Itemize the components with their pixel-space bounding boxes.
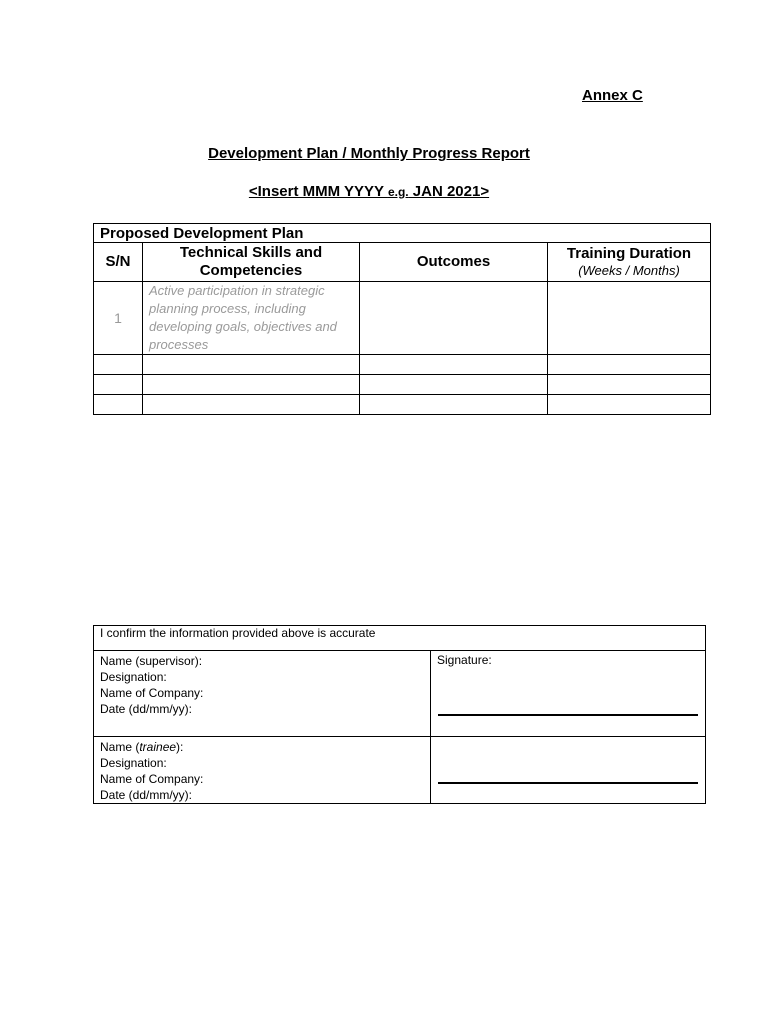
table-caption: Proposed Development Plan bbox=[94, 224, 711, 243]
table-row bbox=[94, 282, 711, 355]
trainee-name-label bbox=[100, 739, 424, 755]
supervisor-date-label: Date (dd/mm/yy): bbox=[100, 702, 193, 716]
sn-cell[interactable] bbox=[94, 375, 143, 395]
confirmation-table bbox=[93, 625, 706, 804]
table-row bbox=[94, 355, 711, 375]
duration-cell[interactable] bbox=[548, 355, 711, 375]
document-subtitle bbox=[0, 183, 738, 200]
supervisor-details-cell[interactable] bbox=[94, 651, 431, 737]
outcome-cell[interactable] bbox=[360, 375, 548, 395]
supervisor-signature-line[interactable] bbox=[438, 714, 698, 716]
development-plan-table bbox=[93, 223, 711, 415]
example-skill-cell[interactable]: Active participation in strategic planning process, including developing goals, objectives and processes bbox=[143, 282, 360, 355]
table-caption-row bbox=[94, 224, 711, 243]
outcome-cell[interactable] bbox=[360, 355, 548, 375]
trainee-company-label: Name of Company: bbox=[100, 772, 204, 786]
sn-cell[interactable] bbox=[94, 355, 143, 375]
duration-header-label: Training Duration bbox=[566, 245, 692, 262]
duration-cell[interactable] bbox=[548, 375, 711, 395]
confirmation-statement: I confirm the information provided above is accurate bbox=[94, 626, 706, 651]
trainee-signature-cell[interactable] bbox=[431, 737, 706, 804]
column-header-sn: S/N bbox=[94, 243, 143, 282]
table-header-row bbox=[94, 243, 711, 282]
subtitle-prefix: <Insert MMM YYYY bbox=[248, 183, 388, 200]
subtitle-suffix: JAN 2021> bbox=[408, 183, 490, 200]
example-sn-cell[interactable]: 1 bbox=[94, 282, 143, 355]
supervisor-designation-label: Designation: bbox=[100, 670, 167, 684]
column-header-duration bbox=[548, 243, 711, 282]
confirmation-statement-row bbox=[94, 626, 706, 651]
duration-header-unit: (Weeks / Months) bbox=[578, 263, 680, 278]
table-row bbox=[94, 375, 711, 395]
trainee-name-italic: trainee bbox=[139, 740, 177, 754]
duration-cell[interactable] bbox=[548, 395, 711, 415]
column-header-outcomes: Outcomes bbox=[360, 243, 548, 282]
trainee-row bbox=[94, 737, 706, 804]
example-duration-cell[interactable] bbox=[548, 282, 711, 355]
skill-cell[interactable] bbox=[143, 375, 360, 395]
outcome-cell[interactable] bbox=[360, 395, 548, 415]
trainee-date-label: Date (dd/mm/yy): bbox=[100, 788, 193, 802]
supervisor-row bbox=[94, 651, 706, 737]
trainee-signature-line[interactable] bbox=[438, 782, 698, 784]
document-title: Development Plan / Monthly Progress Report bbox=[208, 145, 530, 162]
trainee-details-cell[interactable] bbox=[94, 737, 431, 804]
column-header-skills: Technical Skills and Competencies bbox=[143, 243, 360, 282]
trainee-name-prefix: Name ( bbox=[100, 740, 140, 754]
subtitle-eg: e.g. bbox=[387, 185, 409, 199]
supervisor-name-label: Name (supervisor): bbox=[100, 654, 203, 668]
skill-cell[interactable] bbox=[143, 355, 360, 375]
table-row bbox=[94, 395, 711, 415]
example-outcome-cell[interactable] bbox=[360, 282, 548, 355]
supervisor-signature-cell[interactable] bbox=[431, 651, 706, 737]
skill-cell[interactable] bbox=[143, 395, 360, 415]
signature-label: Signature: bbox=[437, 653, 492, 667]
supervisor-company-label: Name of Company: bbox=[100, 686, 204, 700]
annex-label: Annex C bbox=[582, 87, 643, 104]
trainee-designation-label: Designation: bbox=[100, 756, 167, 770]
sn-cell[interactable] bbox=[94, 395, 143, 415]
trainee-name-suffix: ): bbox=[176, 740, 184, 754]
